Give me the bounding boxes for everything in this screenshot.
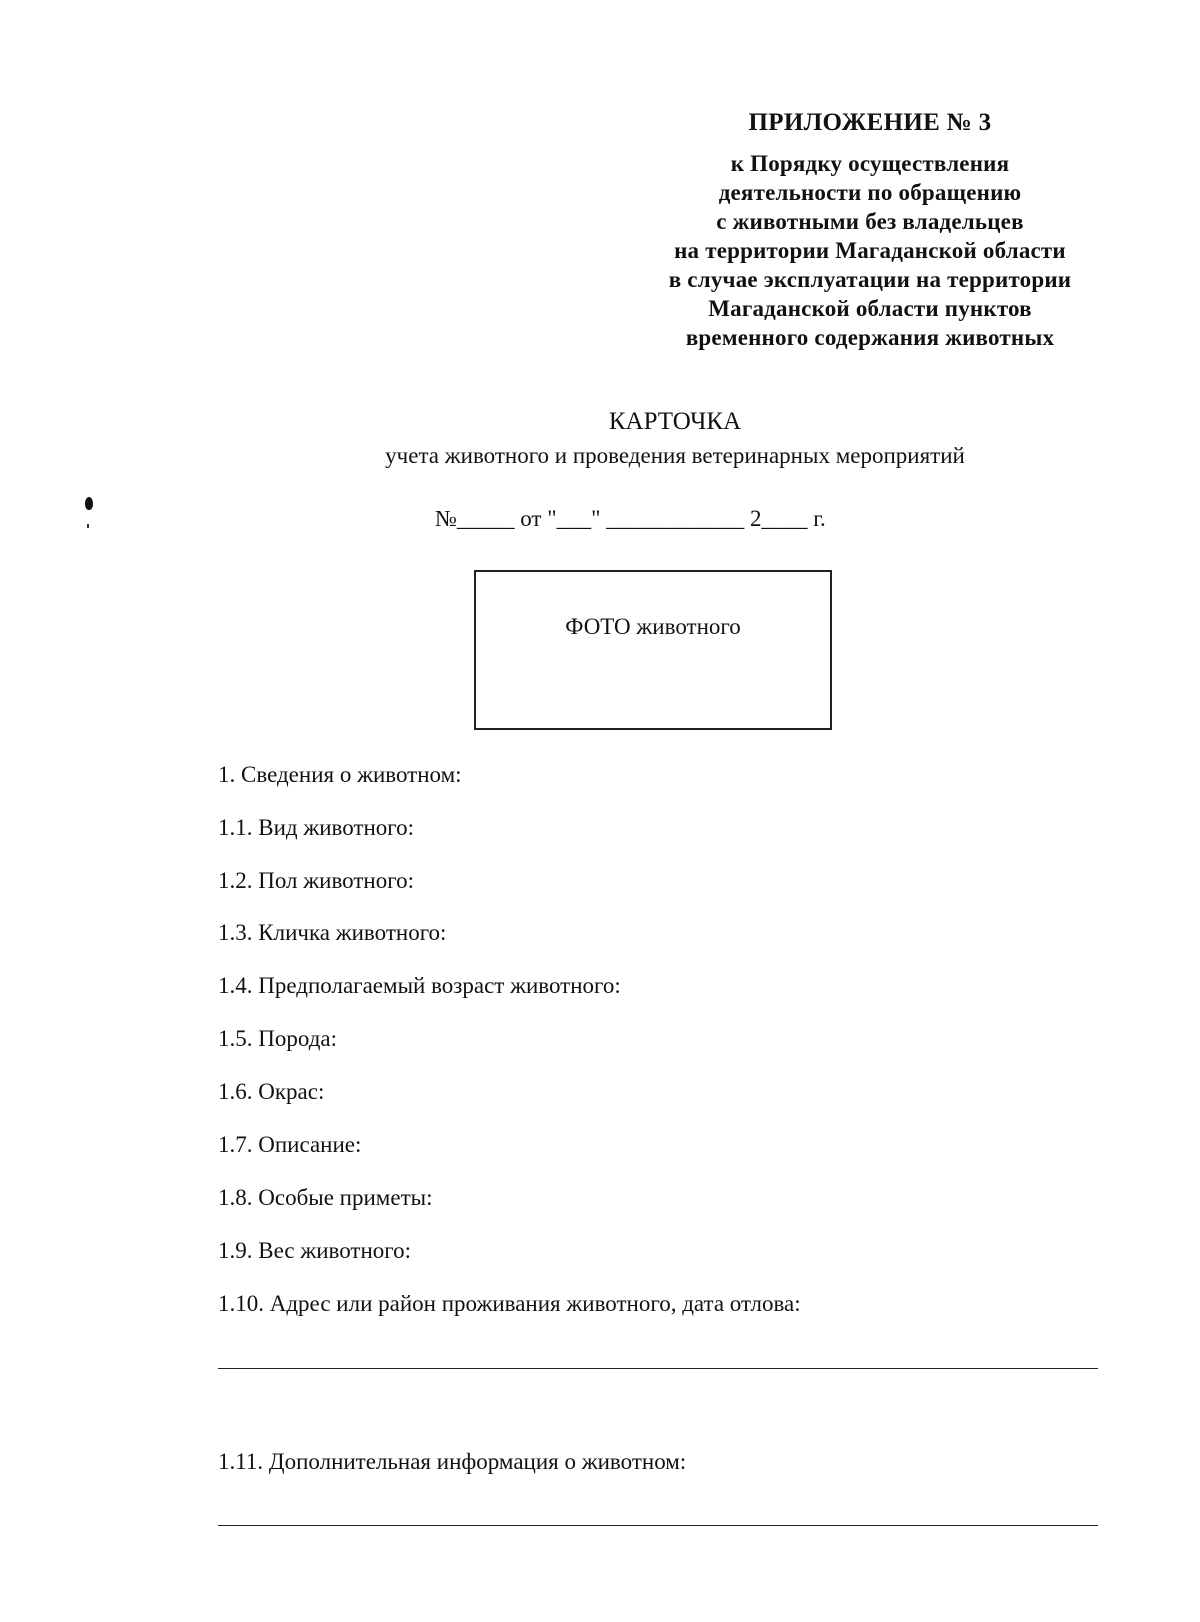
field-age: 1.4. Предполагаемый возраст животного: xyxy=(218,973,621,998)
appendix-line: деятельности по обращению xyxy=(718,180,1022,205)
appendix-line: в случае эксплуатации на территории xyxy=(668,267,1072,292)
field-animal-info: 1. Сведения о животном: xyxy=(218,762,462,787)
field-nickname: 1.3. Кличка животного: xyxy=(218,920,447,945)
card-title: КАРТОЧКА xyxy=(608,408,742,435)
appendix-line: Магаданской области пунктов xyxy=(708,296,1032,321)
blank-line-address xyxy=(218,1368,1098,1369)
field-color: 1.6. Окрас: xyxy=(218,1079,325,1104)
blank-line-additional xyxy=(218,1525,1098,1526)
field-sex: 1.2. Пол животного: xyxy=(218,868,414,893)
photo-placeholder xyxy=(474,570,832,730)
card-number-line: №_____ от "___" ____________ 2____ г. xyxy=(435,506,826,531)
appendix-header xyxy=(620,105,1120,352)
photo-label: ФОТО животного xyxy=(565,614,741,639)
field-species: 1.1. Вид животного: xyxy=(218,815,415,840)
field-breed: 1.5. Порода: xyxy=(218,1026,337,1051)
appendix-line: временного содержания животных xyxy=(685,325,1055,350)
appendix-title: ПРИЛОЖЕНИЕ № 3 xyxy=(748,109,992,136)
field-additional-info: 1.11. Дополнительная информация о животном: xyxy=(218,1449,687,1474)
appendix-line: с животными без владельцев xyxy=(716,209,1024,234)
field-description: 1.7. Описание: xyxy=(218,1132,362,1157)
field-special-marks: 1.8. Особые приметы: xyxy=(218,1185,433,1210)
appendix-line: на территории Магаданской области xyxy=(674,238,1066,263)
field-address-capture-date: 1.10. Адрес или район проживания животного, дата отлова: xyxy=(218,1291,801,1316)
field-weight: 1.9. Вес животного: xyxy=(218,1238,412,1263)
scan-artifact-mark xyxy=(85,497,93,510)
appendix-line: к Порядку осуществления xyxy=(730,151,1010,176)
card-subtitle: учета животного и проведения ветеринарных мероприятий xyxy=(385,443,965,468)
scan-artifact-dot xyxy=(87,524,89,528)
